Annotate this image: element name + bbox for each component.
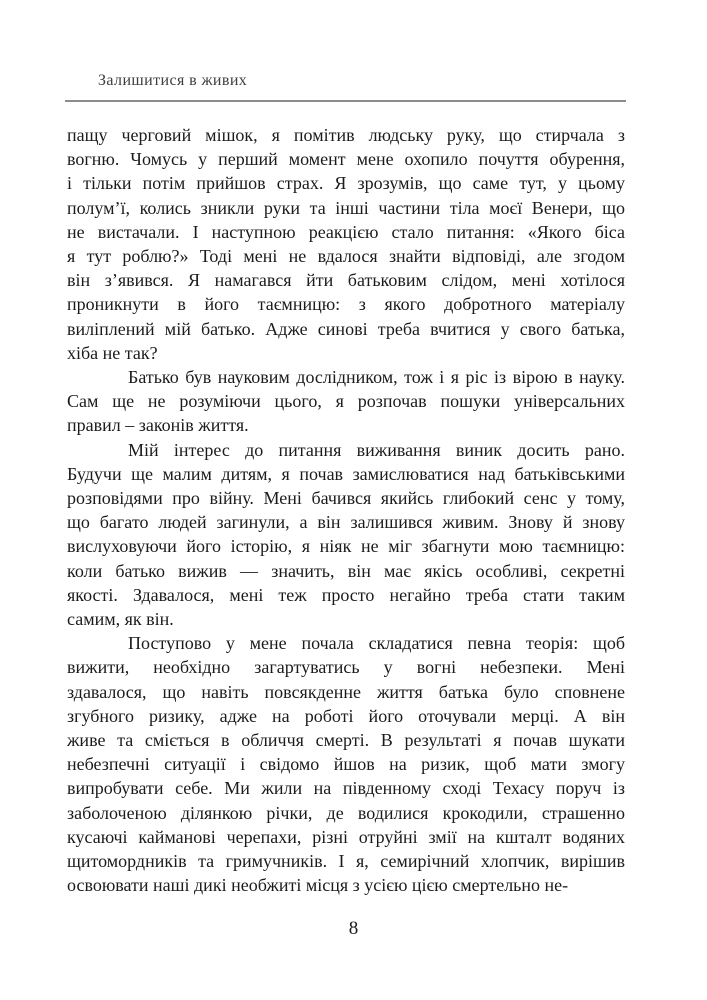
- text-line: Мій інтерес до питання виживання виник досить рано.: [128, 439, 625, 460]
- paragraph: [67, 365, 625, 438]
- text-line: небезпечні ситуації і свідомо йшов на ризик, щоб мати змогу: [67, 754, 625, 775]
- text-line: освоювати наші дикі необжиті місця з усією цією смертельно не-: [67, 875, 569, 896]
- text-line: виліплений мій батько. Адже синові треба вчитися у свого батька,: [67, 318, 625, 339]
- text-line: Поступово у мене почала складатися певна теорія: щоб: [128, 633, 625, 654]
- text-line: вислуховуючи його історію, я ніяк не міг збагнути мою таємницю:: [67, 536, 625, 557]
- paragraph: [67, 438, 625, 632]
- text-line: правил – законів життя.: [67, 415, 249, 436]
- text-line: вогню. Чомусь у перший момент мене охопило почуття обурення,: [67, 149, 625, 170]
- text-line: щитомордників та гримучників. І я, семирічний хлопчик, вирішив: [67, 851, 625, 872]
- paragraph: [67, 631, 625, 897]
- text-line: полум’ї, колись зникли руки та інші частини тіла моєї Венери, що: [67, 197, 625, 218]
- text-line: я тут роблю?» Тоді мені не вдалося знайти відповіді, але згодом: [67, 246, 625, 267]
- text-line: самим, як він.: [67, 609, 174, 630]
- text-line: пащу черговий мішок, я помітив людську руку, що стирчала з: [67, 125, 625, 145]
- text-line: і тільки потім прийшов страх. Я зрозумів, що саме тут, у цьому: [67, 173, 625, 194]
- text-line: заболоченою ділянкою річки, де водилися крокодили, страшенно: [67, 802, 625, 823]
- text-line: якості. Здавалося, мені теж просто негайно треба стати таким: [67, 584, 625, 605]
- text-line: згубного ризику, адже на роботі його оточували мерці. А він: [67, 705, 625, 726]
- paragraph: [67, 123, 625, 365]
- text-line: живе та сміється в обличчя смерті. В результаті я почав шукати: [67, 730, 625, 751]
- text-line: вижити, необхідно загартуватись у вогні небезпеки. Мені: [67, 657, 625, 678]
- text-line: хіба не так?: [67, 342, 158, 363]
- text-line: випробувати себе. Ми жили на південному сході Техасу поруч із: [67, 778, 625, 799]
- text-line: що багато людей загинули, а він залишився живим. Знову й знову: [67, 512, 625, 533]
- text-line: Батько був науковим дослідником, тож і я ріс із вірою в науку.: [128, 367, 625, 388]
- text-line: Будучи ще малим дитям, я почав замислюватися над батьківськими: [67, 463, 625, 484]
- running-header-title: Залишитися в живих: [98, 72, 248, 89]
- header-rule: [65, 100, 626, 102]
- text-line: не вистачали. І наступною реакцією стало питання: «Якого біса: [67, 221, 625, 242]
- page-body-text: [67, 123, 625, 898]
- text-line: Сам ще не розуміючи цього, я розпочав пошуки універсальних: [67, 391, 625, 412]
- text-line: проникнути в його таємницю: з якого добротного матеріалу: [67, 294, 625, 315]
- text-line: кусаючі кайманові черепахи, різні отруйні змії на кшталт водяних: [67, 826, 625, 847]
- page-number: 8: [348, 918, 359, 939]
- text-line: коли батько вижив — значить, він має якісь особливі, секретні: [67, 560, 625, 581]
- text-line: здавалося, що навіть повсякденне життя батька було сповнене: [67, 681, 625, 702]
- text-line: він з’явився. Я намагався йти батьковим слідом, мені хотілося: [67, 270, 625, 291]
- text-line: розповідями про війну. Мені бачився якийсь глибокий сенс у тому,: [67, 488, 625, 509]
